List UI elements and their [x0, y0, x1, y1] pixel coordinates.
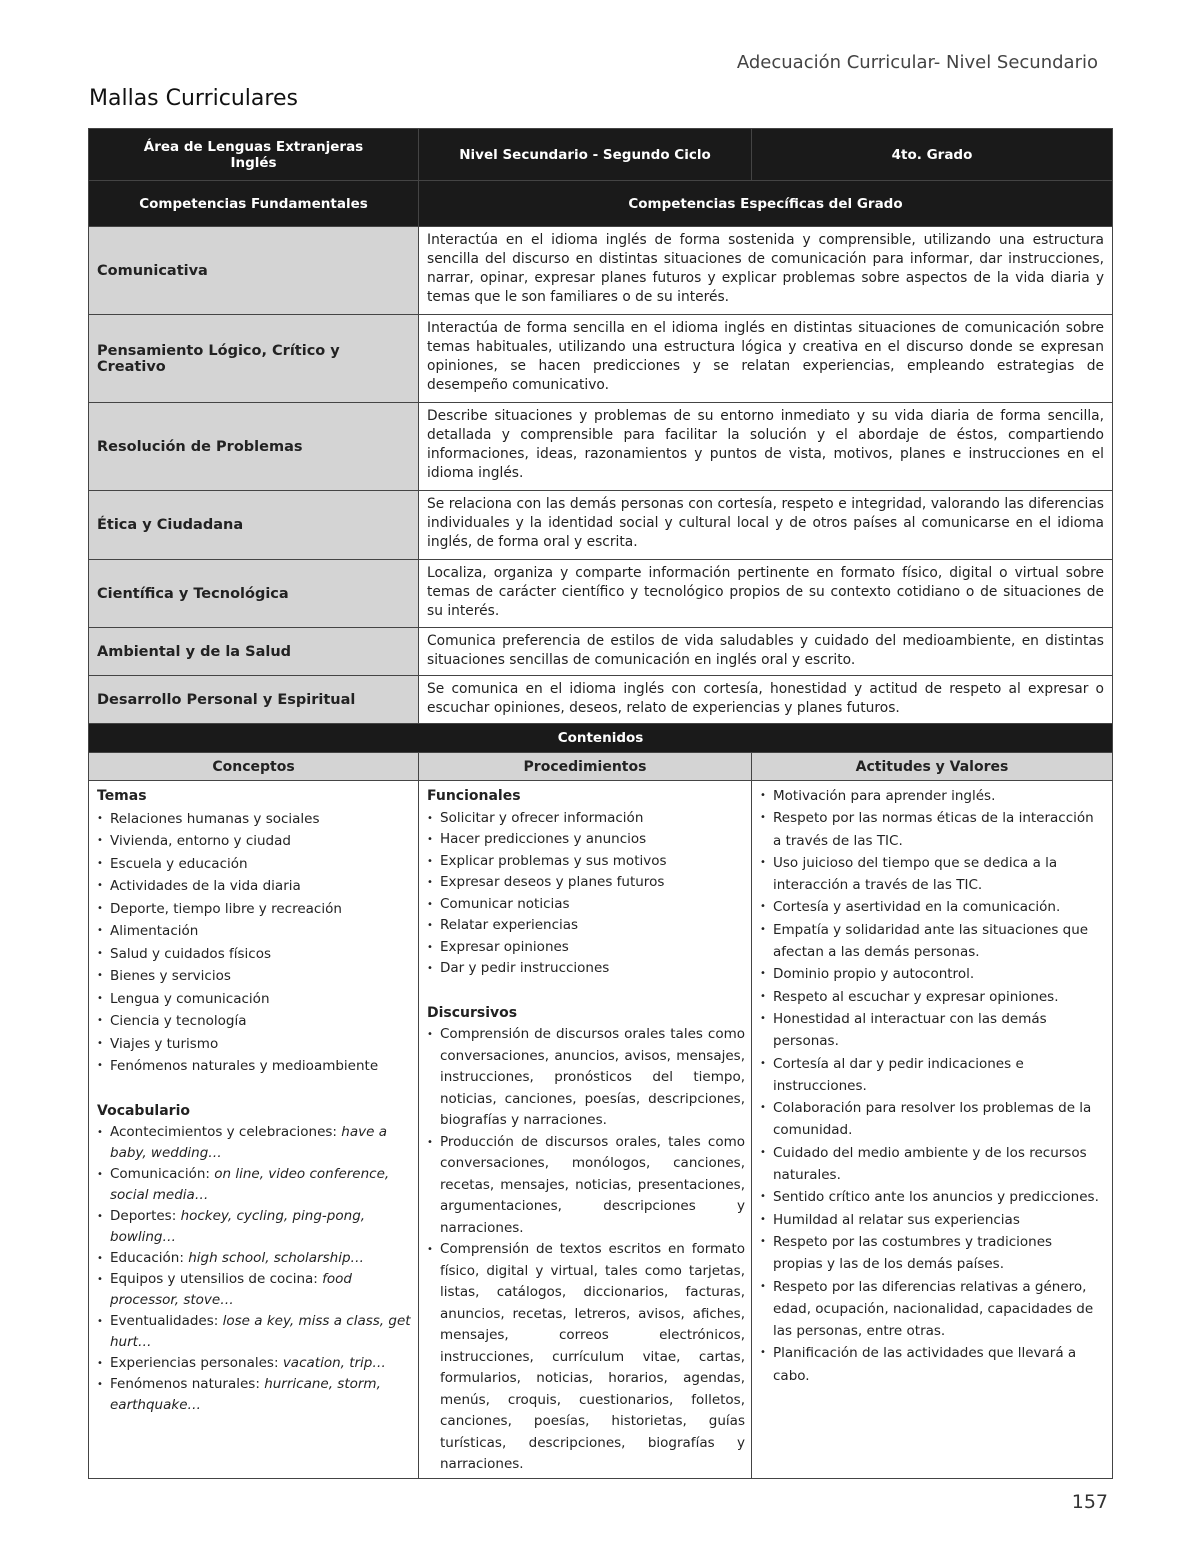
competency-row [89, 403, 1113, 491]
header-row [89, 129, 1113, 181]
discursivo-item: • Comprensión de discursos orales tales como conversaciones, anuncios, avisos, mensajes, instrucciones, pronósticos del tiempo, noticias, canciones, poesías, descripciones, biografías y narraciones. [427, 1024, 745, 1132]
actitud-item: • Cortesía al dar y pedir indicaciones e instrucciones. [760, 1053, 1106, 1098]
funcional-item: • Expresar opiniones [427, 937, 745, 959]
funcional-item: • Dar y pedir instrucciones [427, 958, 745, 980]
discursivos-heading: Discursivos [427, 1004, 518, 1021]
actitud-item: • Respeto al escuchar y expresar opiniones. [760, 986, 1106, 1008]
grade-cell: 4to. Grado [752, 129, 1113, 181]
actitud-item: • Cuidado del medio ambiente y de los recursos naturales. [760, 1142, 1106, 1187]
tema-item: • Vivienda, entorno y ciudad [97, 830, 412, 853]
actitud-item: • Sentido crítico ante los anuncios y predicciones. [760, 1186, 1106, 1208]
procedimientos-column [419, 781, 752, 1479]
competency-row [89, 560, 1113, 628]
competency-name: Científica y Tecnológica [89, 560, 419, 628]
funcional-item: • Solicitar y ofrecer información [427, 808, 745, 830]
vocabulario-examples: high school, scholarship… [188, 1250, 365, 1266]
vocabulario-label: Equipos y utensilios de cocina: [110, 1271, 323, 1287]
vocabulario-item [97, 1122, 412, 1164]
competencias-especificas-header: Competencias Específicas del Grado [419, 181, 1113, 227]
vocabulario-label: Deportes: [110, 1208, 181, 1224]
vocabulario-examples: hockey, cycling, ping-pong, bowling… [110, 1208, 366, 1245]
vocabulario-item [97, 1206, 412, 1248]
vocabulario-examples: on line, video conference, social media… [110, 1166, 390, 1203]
competency-text: Comunica preferencia de estilos de vida saludables y cuidado del medioambiente, en distintas situaciones sencillas de comunicación en inglés oral y escrito. [419, 628, 1113, 676]
competency-text: Interactúa de forma sencilla en el idioma inglés en distintas situaciones de comunicación sobre temas habituales, utilizando una estructura lógica y creativa en el discurso donde se expresan opiniones, se hacen predicciones y se relatan experiencias, empleando estrategias de desempeño comunicativo. [419, 315, 1113, 403]
running-header: Adecuación Curricular- Nivel Secundario [736, 52, 1098, 73]
competency-name: Pensamiento Lógico, Crítico y Creativo [89, 315, 419, 403]
page-number: 157 [1071, 1491, 1108, 1513]
vocabulario-label: Educación: [110, 1250, 189, 1266]
vocabulario-examples: food processor, stove… [110, 1271, 352, 1308]
vocabulario-label: Comunicación: [110, 1166, 215, 1182]
competency-row [89, 491, 1113, 560]
competency-name: Comunicativa [89, 227, 419, 315]
contents-title: Contenidos [89, 724, 1113, 753]
competency-row [89, 628, 1113, 676]
vocabulario-label: Acontecimientos y celebraciones: [110, 1124, 342, 1140]
actitud-item: • Uso juicioso del tiempo que se dedica a la interacción a través de las TIC. [760, 852, 1106, 897]
actitud-item: • Respeto por las diferencias relativas a género, edad, ocupación, nacionalidad, capacidades de las personas, entre otras. [760, 1276, 1106, 1343]
tema-item: • Viajes y turismo [97, 1033, 412, 1056]
procedimientos-header: Procedimientos [419, 753, 752, 781]
actitud-item: • Colaboración para resolver los problemas de la comunidad. [760, 1097, 1106, 1142]
actitud-item: • Honestidad al interactuar con las demás personas. [760, 1008, 1106, 1053]
actitud-item: • Humildad al relatar sus experiencias [760, 1209, 1106, 1231]
competencias-fundamentales-header: Competencias Fundamentales [89, 181, 419, 227]
competency-row [89, 315, 1113, 403]
vocabulario-item [97, 1374, 412, 1416]
contents-body-row [89, 781, 1113, 1479]
tema-item: • Bienes y servicios [97, 965, 412, 988]
competency-text: Interactúa en el idioma inglés de forma sostenida y comprensible, utilizando una estructura sencilla del discurso en distintas situaciones de comunicación para informar, dar instrucciones, narrar, opinar, expresar planes futuros y explicar problemas sobre aspectos de la vida diaria y temas que le son familiares o de su interés. [419, 227, 1113, 315]
contents-columns-row [89, 753, 1113, 781]
competency-row [89, 676, 1113, 724]
vocabulario-item [97, 1164, 412, 1206]
area-line1: Área de Lenguas Extranjeras [143, 138, 364, 155]
discursivo-item: • Comprensión de textos escritos en formato físico, digital y virtual, tales como tarjetas, listas, catálogos, diccionarios, facturas, anuncios, recetas, letreros, avisos, afiches, mensajes, correos electrónicos, instrucciones, currículum vitae, cartas, formularios, noticias, horarios, agendas, menús, croquis, cuestionarios, folletos, canciones, poesías, historietas, guías turísticas, descripciones, biografías y narraciones. [427, 1239, 745, 1476]
vocabulario-label: Fenómenos naturales: [110, 1376, 265, 1392]
actitud-item: • Respeto por las normas éticas de la interacción a través de las TIC. [760, 807, 1106, 852]
actitud-item: • Dominio propio y autocontrol. [760, 963, 1106, 985]
competency-row [89, 227, 1113, 315]
contents-title-row [89, 724, 1113, 753]
actitud-item: • Planificación de las actividades que llevará a cabo. [760, 1342, 1106, 1387]
actitudes-list [760, 785, 1106, 1387]
level-cell: Nivel Secundario - Segundo Ciclo [419, 129, 752, 181]
competency-text: Localiza, organiza y comparte información pertinente en formato físico, digital o virtual sobre temas de carácter científico y tecnológico propios de su contexto cotidiano o de situaciones de su interés. [419, 560, 1113, 628]
vocabulario-examples: hurricane, storm, earthquake… [110, 1376, 381, 1413]
discursivo-item: • Producción de discursos orales, tales como conversaciones, monólogos, canciones, recetas, mensajes, noticias, presentaciones, argumentaciones, descripciones y narraciones. [427, 1132, 745, 1240]
actitud-item: • Cortesía y asertividad en la comunicación. [760, 896, 1106, 918]
vocabulario-examples: have a baby, wedding… [110, 1124, 387, 1161]
competency-text: Se comunica en el idioma inglés con cortesía, honestidad y actitud de respeto al expresar o escuchar opiniones, deseos, relato de experiencias y planes futuros. [419, 676, 1113, 724]
competency-name: Ética y Ciudadana [89, 491, 419, 560]
competency-text: Se relaciona con las demás personas con cortesía, respeto e integridad, valorando las diferencias individuales y la identidad social y cultural local y de otros países al comunicarse en el idioma inglés, de forma oral y escrita. [419, 491, 1113, 560]
tema-item: • Fenómenos naturales y medioambiente [97, 1055, 412, 1078]
vocabulario-list [97, 1122, 412, 1416]
vocabulario-label: Experiencias personales: [110, 1355, 283, 1371]
vocabulario-item [97, 1248, 412, 1269]
competency-text: Describe situaciones y problemas de su entorno inmediato y su vida diaria de forma sencilla, detallada y comprensible para facilitar la solución y el abordaje de éstos, compartiendo informaciones, ideas, razonamientos y puntos de vista, motivos, planes e instrucciones en el idioma inglés. [419, 403, 1113, 491]
funcionales-list [427, 808, 745, 980]
conceptos-column [89, 781, 419, 1479]
funcional-item: • Comunicar noticias [427, 894, 745, 916]
tema-item: • Relaciones humanas y sociales [97, 808, 412, 831]
tema-item: • Deporte, tiempo libre y recreación [97, 898, 412, 921]
vocabulario-heading: Vocabulario [97, 1102, 190, 1119]
vocabulario-examples: vacation, trip… [282, 1355, 386, 1371]
funcional-item: • Expresar deseos y planes futuros [427, 872, 745, 894]
temas-list [97, 808, 412, 1078]
tema-item: • Salud y cuidados físicos [97, 943, 412, 966]
tema-item: • Alimentación [97, 920, 412, 943]
vocabulario-item [97, 1269, 412, 1311]
tema-item: • Lengua y comunicación [97, 988, 412, 1011]
competency-name: Desarrollo Personal y Espiritual [89, 676, 419, 724]
area-line2: Inglés [230, 154, 277, 171]
funcional-item: • Hacer predicciones y anuncios [427, 829, 745, 851]
actitudes-header: Actitudes y Valores [752, 753, 1113, 781]
funcional-item: • Explicar problemas y sus motivos [427, 851, 745, 873]
actitud-item: • Respeto por las costumbres y tradiciones propias y las de los demás países. [760, 1231, 1106, 1276]
competencies-header-row [89, 181, 1113, 227]
funcionales-heading: Funcionales [427, 788, 521, 804]
conceptos-header: Conceptos [89, 753, 419, 781]
temas-heading: Temas [97, 788, 147, 804]
tema-item: • Actividades de la vida diaria [97, 875, 412, 898]
curriculum-table [88, 128, 1113, 1479]
competency-name: Resolución de Problemas [89, 403, 419, 491]
actitudes-column [752, 781, 1113, 1479]
actitud-item: • Empatía y solidaridad ante las situaciones que afectan a las demás personas. [760, 919, 1106, 964]
competency-name: Ambiental y de la Salud [89, 628, 419, 676]
page-title: Mallas Curriculares [89, 86, 298, 111]
tema-item: • Ciencia y tecnología [97, 1010, 412, 1033]
tema-item: • Escuela y educación [97, 853, 412, 876]
funcional-item: • Relatar experiencias [427, 915, 745, 937]
vocabulario-item [97, 1353, 412, 1374]
vocabulario-examples: lose a key, miss a class, get hurt… [110, 1313, 411, 1350]
discursivos-list [427, 1024, 745, 1476]
actitud-item: • Motivación para aprender inglés. [760, 785, 1106, 807]
vocabulario-item [97, 1311, 412, 1353]
vocabulario-label: Eventualidades: [110, 1313, 223, 1329]
area-cell [89, 129, 419, 181]
